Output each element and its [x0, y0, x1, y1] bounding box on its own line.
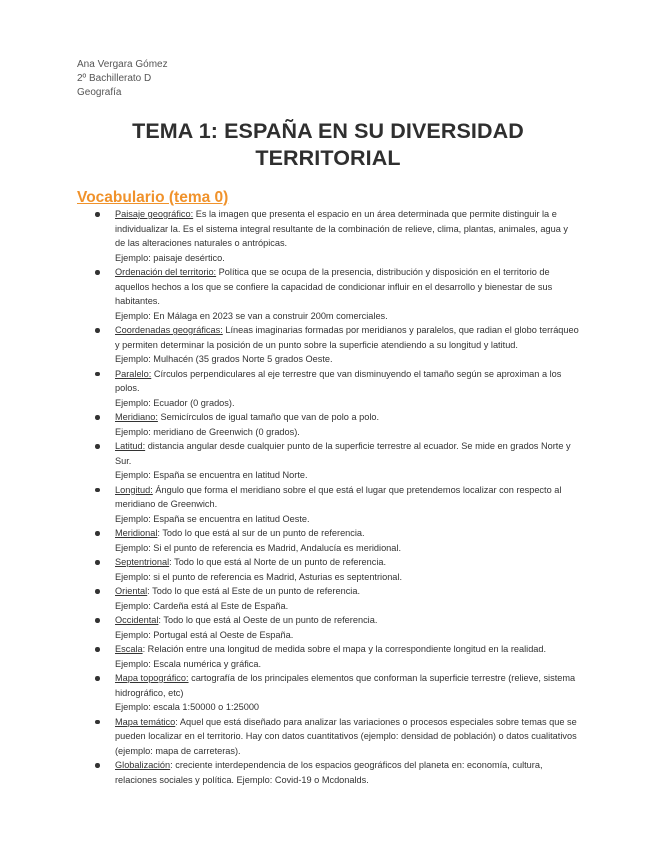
- vocab-term: Meridiano:: [115, 412, 158, 422]
- vocab-term: Paisaje geográfico:: [115, 209, 194, 219]
- bullet-icon: [95, 720, 100, 725]
- vocab-term: Mapa topográfico:: [115, 673, 189, 683]
- vocab-term: Occidental: [115, 615, 159, 625]
- vocab-example: Ejemplo: Portugal está al Oeste de España.: [115, 629, 294, 640]
- vocab-term: Ordenación del territorio:: [115, 267, 217, 277]
- list-item: [115, 265, 579, 323]
- list-item: [115, 555, 579, 584]
- vocab-term: Paralelo:: [115, 368, 152, 379]
- list-item: [115, 758, 579, 787]
- vocab-definition: cartografía de los principales elementos que conforman la superficie terrestre (relieve, sistema hidrográfico, etc): [115, 673, 576, 698]
- list-item: [115, 207, 579, 265]
- vocab-example: Ejemplo: En Málaga en 2023 se van a construir 200m comerciales.: [115, 310, 388, 321]
- vocab-definition: distancia angular desde cualquier punto de la superficie terrestre al ecuador. Se mide en grados Norte y Sur.: [115, 441, 571, 466]
- bullet-icon: [95, 676, 100, 681]
- vocab-definition: : Todo lo que está al Oeste de un punto de referencia.: [158, 615, 378, 625]
- bullet-icon: [95, 372, 100, 377]
- vocab-example: Ejemplo: Si el punto de referencia es Madrid, Andalucía es meridional.: [115, 542, 401, 553]
- vocab-term: Oriental: [115, 586, 148, 596]
- bullet-icon: [95, 647, 100, 652]
- vocab-definition: : Relación entre una longitud de medida sobre el mapa y la correspondiente longitud en la realidad.: [142, 644, 547, 654]
- vocab-term: Globalización: [115, 760, 171, 770]
- vocabulary-list: [77, 207, 579, 787]
- list-item: [115, 715, 579, 759]
- vocab-example: Ejemplo: Mulhacén (35 grados Norte 5 grados Oeste.: [115, 354, 333, 364]
- vocab-definition: : Todo lo que está al Este de un punto de referencia.: [147, 586, 360, 596]
- vocab-definition: : creciente interdependencia de los espacios geográficos del planeta en: economía, cultura, relaciones sociales y política. Ejemplo: Covid-19 o Mcdonalds.: [115, 760, 543, 785]
- vocab-example: Ejemplo: si el punto de referencia es Madrid, Asturias es septentrional.: [115, 571, 403, 582]
- list-item: [115, 671, 579, 715]
- vocab-definition: Semicírculos de igual tamaño que van de polo a polo.: [157, 412, 380, 422]
- list-item: [115, 439, 579, 483]
- vocab-definition: : Aquel que está diseñado para analizar las variaciones o procesos especiales sobre temas que se pueden localizar en el territorio. Hay con datos cuantitativos (ejemplo: densidad de población) o datos cualitativos (ejemplo: mapa de carreteras).: [115, 716, 577, 756]
- list-item: [115, 526, 579, 555]
- vocab-example: Ejemplo: Cardeña está al Este de España.: [115, 600, 289, 611]
- vocab-term: Longitud:: [115, 484, 153, 495]
- bullet-icon: [95, 560, 100, 565]
- vocab-definition: Es la imagen que presenta el espacio en un área determinada que permite distinguir la e individualizar la. Es el sistema integral resultante de la combinación de relieve, clima, plantas, animales, agua y de las alteraciones naturales o antrópicas.: [115, 209, 568, 248]
- bullet-icon: [95, 488, 100, 493]
- vocab-definition: : Todo lo que está al sur de un punto de referencia.: [157, 528, 365, 538]
- vocab-term: Septentrional: [115, 557, 170, 567]
- vocab-definition: : Todo lo que está al Norte de un punto de referencia.: [169, 557, 387, 567]
- vocab-term: Meridional: [115, 528, 158, 538]
- vocab-definition: Política que se ocupa de la presencia, distribución y disposición en el territorio de aquellos hechos a los que se confiere la capacidad de condicionar influir en el desarrollo y bienestar de sus habitantes.: [115, 267, 553, 306]
- document-header: [77, 58, 579, 100]
- vocab-term: Coordenadas geográficas:: [115, 325, 223, 335]
- list-item: [115, 642, 579, 671]
- bullet-icon: [95, 328, 100, 333]
- subject-label: Geografía: [77, 87, 122, 98]
- author-name: Ana Vergara Gómez: [77, 59, 168, 70]
- bullet-icon: [95, 415, 100, 420]
- list-item: [115, 483, 579, 527]
- vocab-definition: Ángulo que forma el meridiano sobre el que está el lugar que pretendemos localizar con respecto al meridiano de Greenwich.: [115, 484, 562, 509]
- vocab-definition: Círculos perpendiculares al eje terrestre que van disminuyendo el tamaño según se aproximan a los polos.: [115, 368, 562, 393]
- list-item: [115, 410, 579, 439]
- bullet-icon: [95, 531, 100, 536]
- section-title: Vocabulario (tema 0): [77, 189, 229, 206]
- bullet-icon: [95, 618, 100, 623]
- vocab-example: Ejemplo: paisaje desértico.: [115, 252, 225, 263]
- vocab-definition: Líneas imaginarias formadas por meridianos y paralelos, que radian el globo terráqueo y permiten determinar la posición de un punto sobre la superficie atendiendo a su longitud y latitud.: [115, 325, 579, 350]
- vocab-term: Escala: [115, 644, 143, 654]
- vocab-example: Ejemplo: Ecuador (0 grados).: [115, 397, 235, 408]
- vocab-example: Ejemplo: España se encuentra en latitud Norte.: [115, 470, 308, 480]
- vocab-example: Ejemplo: Escala numérica y gráfica.: [115, 658, 262, 669]
- list-item: [115, 367, 579, 411]
- list-item: [115, 323, 579, 367]
- bullet-icon: [95, 763, 100, 768]
- vocab-term: Mapa temático: [115, 716, 176, 727]
- bullet-icon: [95, 212, 100, 217]
- page-title: TEMA 1: ESPAÑA EN SU DIVERSIDAD TERRITORIAL: [132, 119, 524, 170]
- vocab-example: Ejemplo: meridiano de Greenwich (0 grados).: [115, 426, 300, 437]
- list-item: [115, 584, 579, 613]
- course-label: 2º Bachillerato D: [77, 73, 152, 84]
- bullet-icon: [95, 589, 100, 594]
- vocab-term: Latitud:: [115, 441, 146, 451]
- bullet-icon: [95, 270, 100, 275]
- vocab-example: Ejemplo: escala 1:50000 o 1:25000: [115, 702, 260, 712]
- vocab-example: Ejemplo: España se encuentra en latitud Oeste.: [115, 513, 310, 524]
- bullet-icon: [95, 444, 100, 449]
- list-item: [115, 613, 579, 642]
